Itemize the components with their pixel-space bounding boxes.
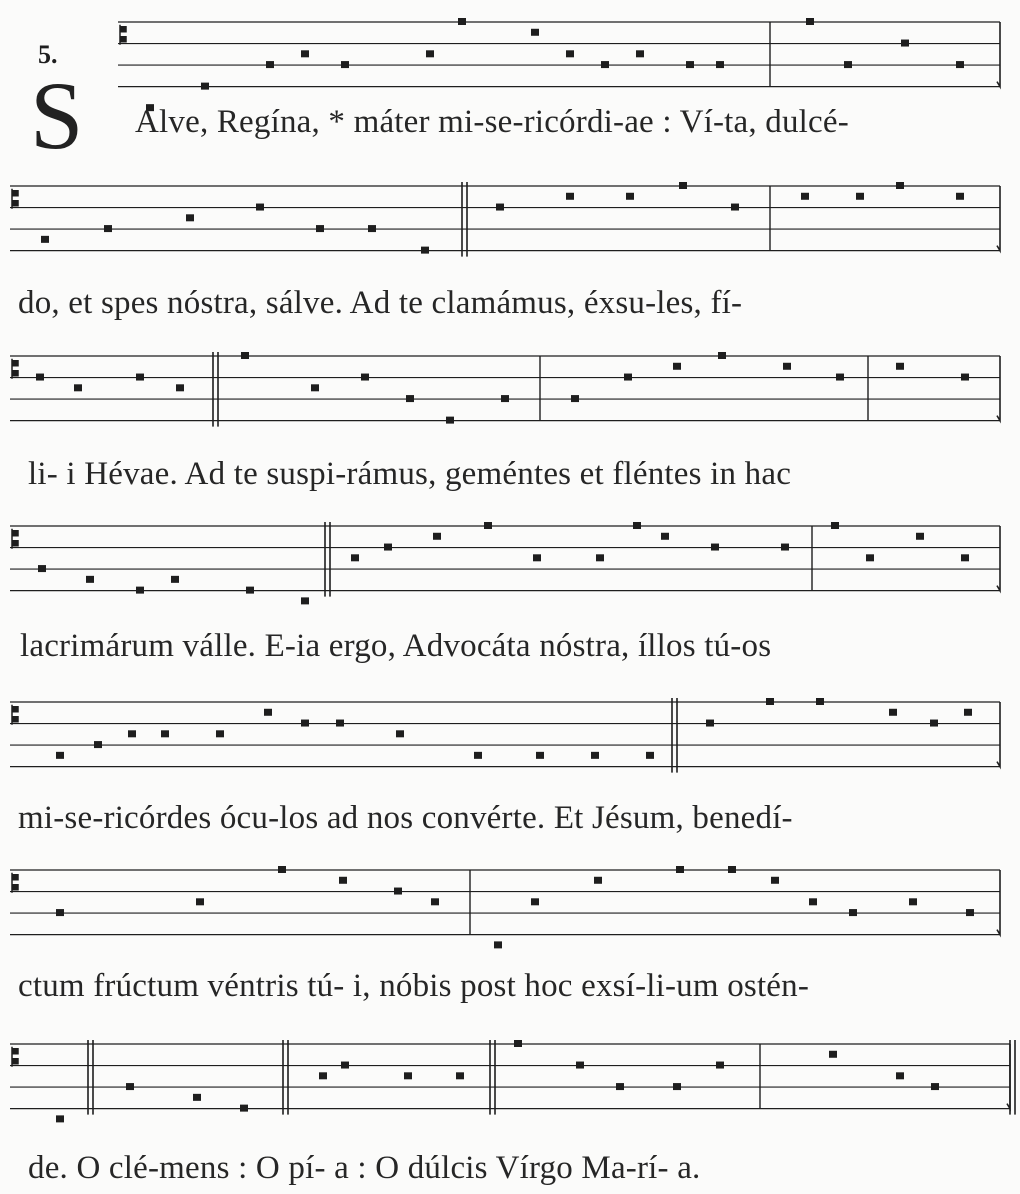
custos-icon [997,526,1000,591]
staff-svg [0,352,1020,466]
neume-note [536,752,544,759]
neume-note [781,544,789,551]
clef-icon [12,1047,18,1067]
neume-note [718,352,726,359]
lyric-line [18,285,742,322]
neume-note [964,709,972,716]
neume-note [896,1072,904,1079]
neume-note [901,40,909,47]
neume-note [56,1115,64,1122]
neume-note [196,898,204,905]
lyric-line [18,968,809,1005]
neume-note [501,395,509,402]
neume-note [361,374,369,381]
neume-note [930,720,938,727]
neume-note [94,741,102,748]
neume-note [601,61,609,68]
neume-note [531,898,539,905]
neume-note [916,533,924,540]
neume-note [626,193,634,200]
staff-svg [0,866,1020,980]
neume-note [909,898,917,905]
lyric-line [18,800,793,837]
neume-note [264,709,272,716]
neume-note [128,730,136,737]
neume-note [404,1072,412,1079]
neume-note [474,752,482,759]
neume-note [533,554,541,561]
neume-note [458,18,466,25]
custos-icon [997,186,1000,251]
neume-note [711,544,719,551]
neume-note [679,182,687,189]
clef-icon [12,873,18,893]
neume-note [396,730,404,737]
neume-note [176,384,184,391]
neume-note [496,204,504,211]
custos-icon [997,22,1000,87]
neume-note [896,182,904,189]
lyric-text: mi-se-ricórdes ócu-los ad nos convérte. Et Jésum, benedí- [18,800,793,836]
neume-note [86,576,94,583]
neume-note [126,1083,134,1090]
lyric-text: lacrimárum válle. E-ia ergo, Advocáta nóstra, íllos tú-os [20,628,772,664]
neume-note [406,395,414,402]
neume-note [433,533,441,540]
neume-note [731,204,739,211]
neume-note [661,533,669,540]
custos-icon [1007,1044,1010,1109]
neume-note [931,1083,939,1090]
neume-note [576,1062,584,1069]
lyric-line [28,456,791,493]
neume-note [856,193,864,200]
clef-icon [120,25,126,45]
neume-note [431,898,439,905]
custos-icon [997,702,1000,767]
staff-svg [0,522,1020,636]
neume-note [706,720,714,727]
custos-icon [997,870,1000,935]
neume-note [494,941,502,948]
lyric-text: ctum frúctum véntris tú- i, nóbis post hoc exsí-li-um ostén- [18,968,810,1004]
neume-note [240,1105,248,1112]
neume-note [844,61,852,68]
staff-svg [0,1040,1020,1154]
neume-note [829,1051,837,1058]
neume-note [456,1072,464,1079]
neume-note [319,1072,327,1079]
neume-note [889,709,897,716]
lyric-line [135,104,849,141]
neume-note [771,877,779,884]
neume-note [446,417,454,424]
lyric-line [28,1150,701,1187]
neume-note [56,909,64,916]
neume-note [171,576,179,583]
neume-note [136,374,144,381]
neume-note [341,61,349,68]
neume-note [566,50,574,57]
clef-icon [12,359,18,379]
neume-note [636,50,644,57]
neume-note [716,61,724,68]
neume-note [246,587,254,594]
neume-note [301,720,309,727]
neume-note [896,363,904,370]
neume-note [311,384,319,391]
neume-note [961,374,969,381]
neume-note [831,522,839,529]
clef-icon [12,705,18,725]
neume-note [956,193,964,200]
neume-note [686,61,694,68]
neume-note [616,1083,624,1090]
neume-note [339,877,347,884]
neume-note [716,1062,724,1069]
neume-note [74,384,82,391]
neume-note [56,752,64,759]
neume-note [566,193,574,200]
neume-note [341,1062,349,1069]
drop-initial: S [30,62,84,169]
neume-note [766,698,774,705]
neume-note [216,730,224,737]
neume-note [783,363,791,370]
neume-note [728,866,736,873]
neume-note [36,374,44,381]
neume-note [866,554,874,561]
neume-note [336,720,344,727]
neume-note [301,50,309,57]
neume-note [201,83,209,90]
neume-note [384,544,392,551]
staff-svg [0,698,1020,812]
lyric-text: li- i Hévae. Ad te suspi-rámus, geméntes et fléntes in hac [28,456,792,492]
neume-note [633,522,641,529]
neume-note [394,888,402,895]
staff-svg [0,182,1020,296]
neume-note [41,236,49,243]
lyric-text: do, et spes nóstra, sálve. Ad te clamámus, éxsu-les, fí- [18,285,743,321]
neume-note [514,1040,522,1047]
neume-note [266,61,274,68]
neume-note [193,1094,201,1101]
neume-note [278,866,286,873]
neume-note [673,1083,681,1090]
neume-note [596,554,604,561]
lyric-text: Alve, Regína, * máter mi-se-ricórdi-ae : Ví-ta, dulcé- [135,104,849,140]
neume-note [351,554,359,561]
neume-note [186,214,194,221]
lyric-text: de. O clé-mens : O pí- a : O dúlcis Vírgo Ma-rí- a. [28,1150,701,1186]
chant-number: 5. [38,40,58,69]
neume-note [801,193,809,200]
neume-note [256,204,264,211]
neume-note [316,225,324,232]
neume-note [836,374,844,381]
lyric-line [20,628,771,665]
neume-note [38,565,46,572]
clef-icon [12,189,18,209]
neume-note [676,866,684,873]
neume-note [816,698,824,705]
neume-note [956,61,964,68]
neume-note [594,877,602,884]
neume-note [104,225,112,232]
neume-note [136,587,144,594]
neume-note [484,522,492,529]
neume-note [806,18,814,25]
neume-note [531,29,539,36]
neume-note [966,909,974,916]
neume-note [809,898,817,905]
neume-note [673,363,681,370]
neume-note [161,730,169,737]
neume-note [368,225,376,232]
neume-note [591,752,599,759]
neume-note [849,909,857,916]
neume-note [646,752,654,759]
clef-icon [12,529,18,549]
custos-icon [997,356,1000,421]
neume-note [426,50,434,57]
neume-note [421,247,429,254]
neume-note [624,374,632,381]
neume-note [571,395,579,402]
neume-note [961,554,969,561]
neume-note [301,597,309,604]
neume-note [241,352,249,359]
